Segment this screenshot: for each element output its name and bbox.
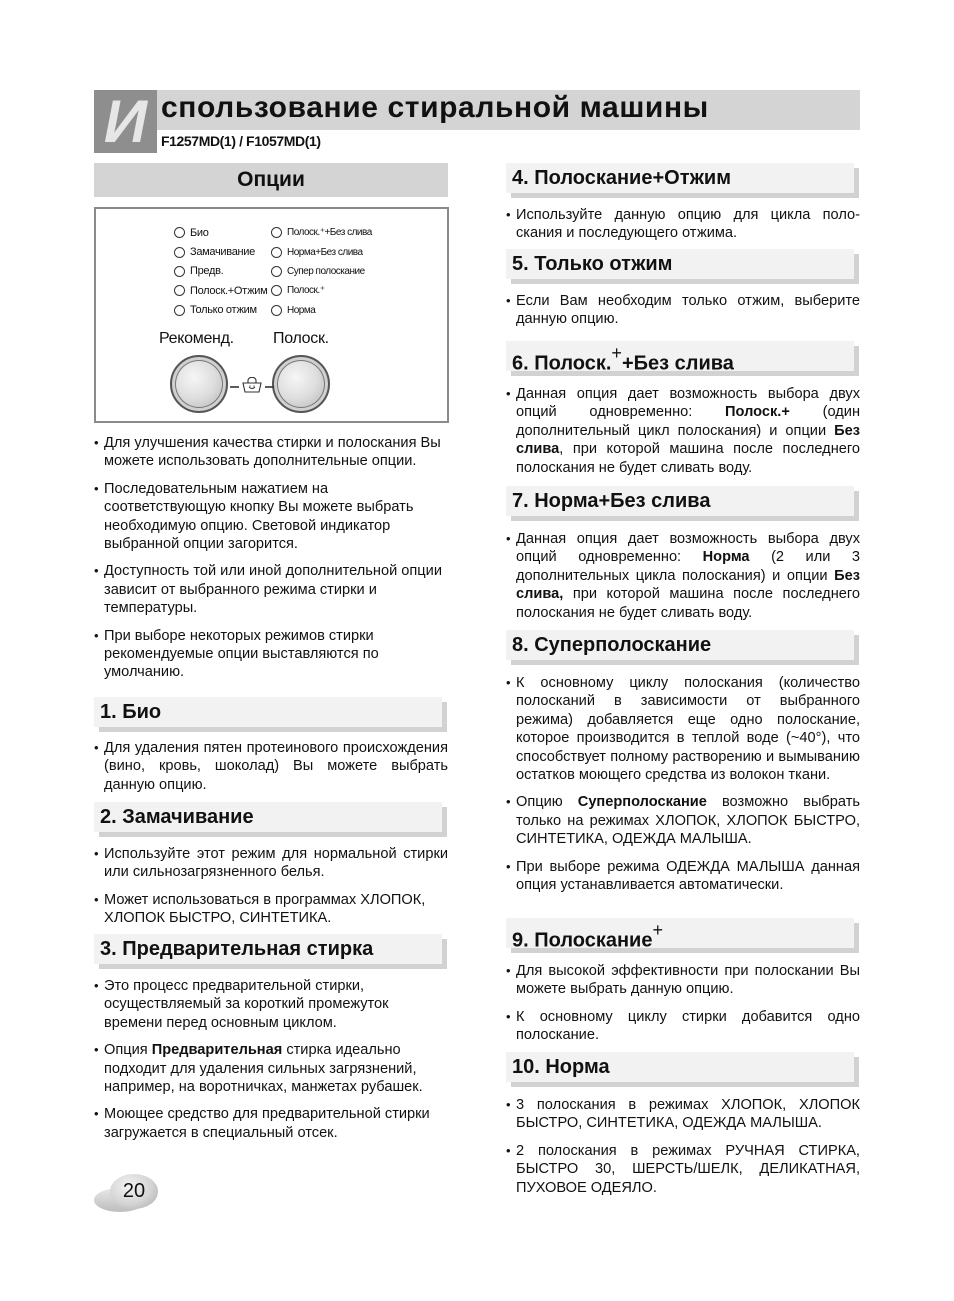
option-label: Предв.	[190, 265, 224, 278]
section-soak-list	[94, 845, 448, 937]
indicator-led-icon	[271, 305, 282, 316]
section-heading-rinse-plus-no-drain	[506, 341, 854, 375]
option-label: Полоск.⁺	[287, 285, 325, 297]
text-run: Данная опция дает возможность выбора двух опций одновременно:	[516, 386, 860, 421]
options-heading: Опции	[94, 163, 448, 197]
section-heading-soak: 2. Замачивание	[94, 802, 442, 832]
option-label: Био	[190, 226, 209, 239]
options-right-column	[271, 223, 372, 320]
text-run: Данная опция дает возможность выбора двух опций одновременно:	[516, 531, 860, 566]
list-item: • 2 полоскания в режимах РУЧНАЯ СТИРКА, БЫСТРО 30, ШЕРСТЬ/ШЕЛК, ДЕЛИКАТНАЯ, ПУХОВОЕ ОДЕЯЛО.	[506, 1142, 860, 1197]
list-item: • К основному циклу полоскания (количество полосканий в зависимости от выбранного режима) добавляется еще одно полоскание, которое производится в теплой воде (~40°), что способствует полному растворению и вымыванию остатков моющего средства из волокон ткани.	[506, 674, 860, 784]
bold-term: Норма	[702, 549, 750, 566]
bold-term: Полоск.+	[725, 404, 790, 421]
list-item: • Это процесс предварительной стирки, осуществляемый за короткий промежуток времени перед основным циклом.	[94, 977, 448, 1032]
section-normal-no-drain-list	[506, 530, 860, 631]
section-rinse-spin-list	[506, 206, 860, 252]
title-initial: И	[94, 90, 157, 153]
option-label: Замачивание	[190, 246, 255, 259]
list-item: • Моющее средство для предварительной стирки загружается в специальный отсек.	[94, 1105, 448, 1142]
list-item: • При выборе режима ОДЕЖДА МАЛЫША данная опция устанавливается автоматически.	[506, 858, 860, 895]
option-label: Норма	[287, 304, 316, 316]
text-run: , при которой машина после последнего полоскания не будет сливать воду.	[516, 441, 860, 476]
list-item: • Для удаления пятен протеинового происхождения (вино, кровь, шоколад) Вы можете выбрать данную опцию.	[94, 739, 448, 794]
option-indicator	[174, 281, 267, 300]
option-label: Полоск.⁺+Без слива	[287, 227, 372, 239]
indicator-led-icon	[271, 285, 282, 296]
option-indicator	[174, 242, 267, 261]
heading-text: +Без слива	[621, 352, 734, 375]
indicator-led-icon	[271, 266, 282, 277]
indicator-led-icon	[271, 247, 282, 258]
text-run: при которой машина после последнего полоскания не будет сливать воду.	[516, 586, 860, 621]
bold-term: Без слива,	[516, 567, 860, 603]
list-item: • Используйте данную опцию для цикла полоскания и последующего отжима.	[506, 206, 860, 243]
page-number: 20	[110, 1174, 158, 1209]
plus-icon: +	[652, 920, 663, 940]
section-bio-list	[94, 739, 448, 803]
option-indicator	[271, 281, 372, 300]
text-run: (2 или 3 дополнительных цикла полоскания) и опции	[516, 549, 861, 584]
list-item: • Если Вам необходим только отжим, выберите данную опцию.	[506, 292, 860, 329]
option-label: Норма+Без слива	[287, 246, 363, 258]
section-heading-spin-only: 5. Только отжим	[506, 249, 854, 279]
list-item: • К основному циклу стирки добавится одно полоскание.	[506, 1008, 860, 1045]
list-item: • Последовательным нажатием на соответствующую кнопку Вы можете выбрать необходимую опцию. Световой индикатор выбранной опции загорится.	[94, 480, 448, 554]
model-numbers: F1257MD(1) / F1057MD(1)	[161, 133, 321, 149]
bold-term: Предварительная	[151, 1042, 283, 1059]
section-normal-list	[506, 1096, 860, 1206]
list-item: • Может использоваться в программах ХЛОПОК, ХЛОПОК БЫСТРО, СИНТЕТИКА.	[94, 891, 448, 928]
bold-term: Суперполоскание	[577, 794, 707, 811]
option-label: Супер полоскание	[287, 265, 365, 277]
section-prewash-list	[94, 977, 448, 1151]
option-indicator	[174, 301, 267, 320]
indicator-led-icon	[174, 305, 185, 316]
list-item: • Для улучшения качества стирки и полоскания Вы можете использовать дополнительные опции.	[94, 434, 448, 471]
heading-text: 9. Полоскание	[512, 929, 653, 952]
control-panel-illustration	[94, 207, 449, 423]
list-item	[506, 530, 860, 622]
list-item: • Для высокой эффективности при полоскании Вы можете выбрать данную опцию.	[506, 962, 860, 999]
list-item	[506, 793, 860, 848]
section-spin-only-list	[506, 292, 860, 338]
option-indicator	[271, 301, 372, 320]
option-indicator	[174, 262, 267, 281]
recommend-button-knob	[170, 355, 228, 413]
list-item	[94, 1041, 448, 1096]
section-heading-bio: 1. Био	[94, 697, 442, 727]
list-item: • Используйте этот режим для нормальной стирки или сильнозагрязненного белья.	[94, 845, 448, 882]
section-heading-normal: 10. Норма	[506, 1052, 854, 1082]
indicator-led-icon	[271, 227, 282, 238]
indicator-led-icon	[174, 247, 185, 258]
text-run: (один дополнительный цикл полоскания) и опции	[516, 404, 860, 439]
text-run: Опция	[104, 1042, 152, 1059]
options-intro-list	[94, 434, 448, 691]
indicator-led-icon	[174, 285, 185, 296]
heading-text: 6. Полоск.	[512, 352, 612, 375]
section-heading-prewash: 3. Предварительная стирка	[94, 934, 442, 964]
list-item: • 3 полоскания в режимах ХЛОПОК, ХЛОПОК БЫСТРО, СИНТЕТИКА, ОДЕЖДА МАЛЫША.	[506, 1096, 860, 1133]
option-indicator	[271, 262, 372, 281]
indicator-led-icon	[174, 266, 185, 277]
plus-icon: +	[611, 343, 622, 363]
section-rinse-plus-no-drain-list	[506, 385, 860, 486]
section-heading-rinse-plus	[506, 918, 854, 952]
section-heading-super-rinse: 8. Суперполоскание	[506, 630, 854, 660]
list-item: • Доступность той или иной дополнительной опции зависит от выбранного режима стирки и температуры.	[94, 562, 448, 617]
list-item: • При выборе некоторых режимов стирки рекомендуемые опции выставляются по умолчанию.	[94, 627, 448, 682]
section-heading-normal-no-drain: 7. Норма+Без слива	[506, 486, 854, 516]
text-run: Опцию	[516, 794, 578, 811]
section-heading-rinse-spin: 4. Полоскание+Отжим	[506, 163, 854, 193]
rinse-button-label: Полоск.	[273, 330, 329, 347]
option-indicator	[271, 223, 372, 242]
option-label: Только отжим	[190, 304, 257, 317]
list-item	[506, 385, 860, 477]
option-indicator	[271, 242, 372, 261]
child-lock-icon	[230, 377, 274, 393]
section-rinse-plus-list	[506, 962, 860, 1054]
option-label: Полоск.+Отжим	[190, 284, 268, 297]
options-left-column	[174, 223, 267, 320]
indicator-led-icon	[174, 227, 185, 238]
title-bar	[157, 90, 860, 130]
section-super-rinse-list	[506, 674, 860, 903]
recommend-button-label: Рекоменд.	[159, 330, 234, 347]
text-run: стирка идеально подходит для удаления сильных загрязнений, например, на воротничках, манжетах рубашек.	[104, 1042, 423, 1096]
option-indicator	[174, 223, 267, 242]
text-run: возможно выбрать только на режимах ХЛОПОК, ХЛОПОК БЫСТРО, СИНТЕТИКА, ОДЕЖДА МАЛЫША.	[516, 794, 860, 848]
bold-term: Без слива	[516, 422, 860, 458]
rinse-button-knob	[272, 355, 330, 413]
page-title: спользование стиральной машины	[161, 91, 709, 124]
